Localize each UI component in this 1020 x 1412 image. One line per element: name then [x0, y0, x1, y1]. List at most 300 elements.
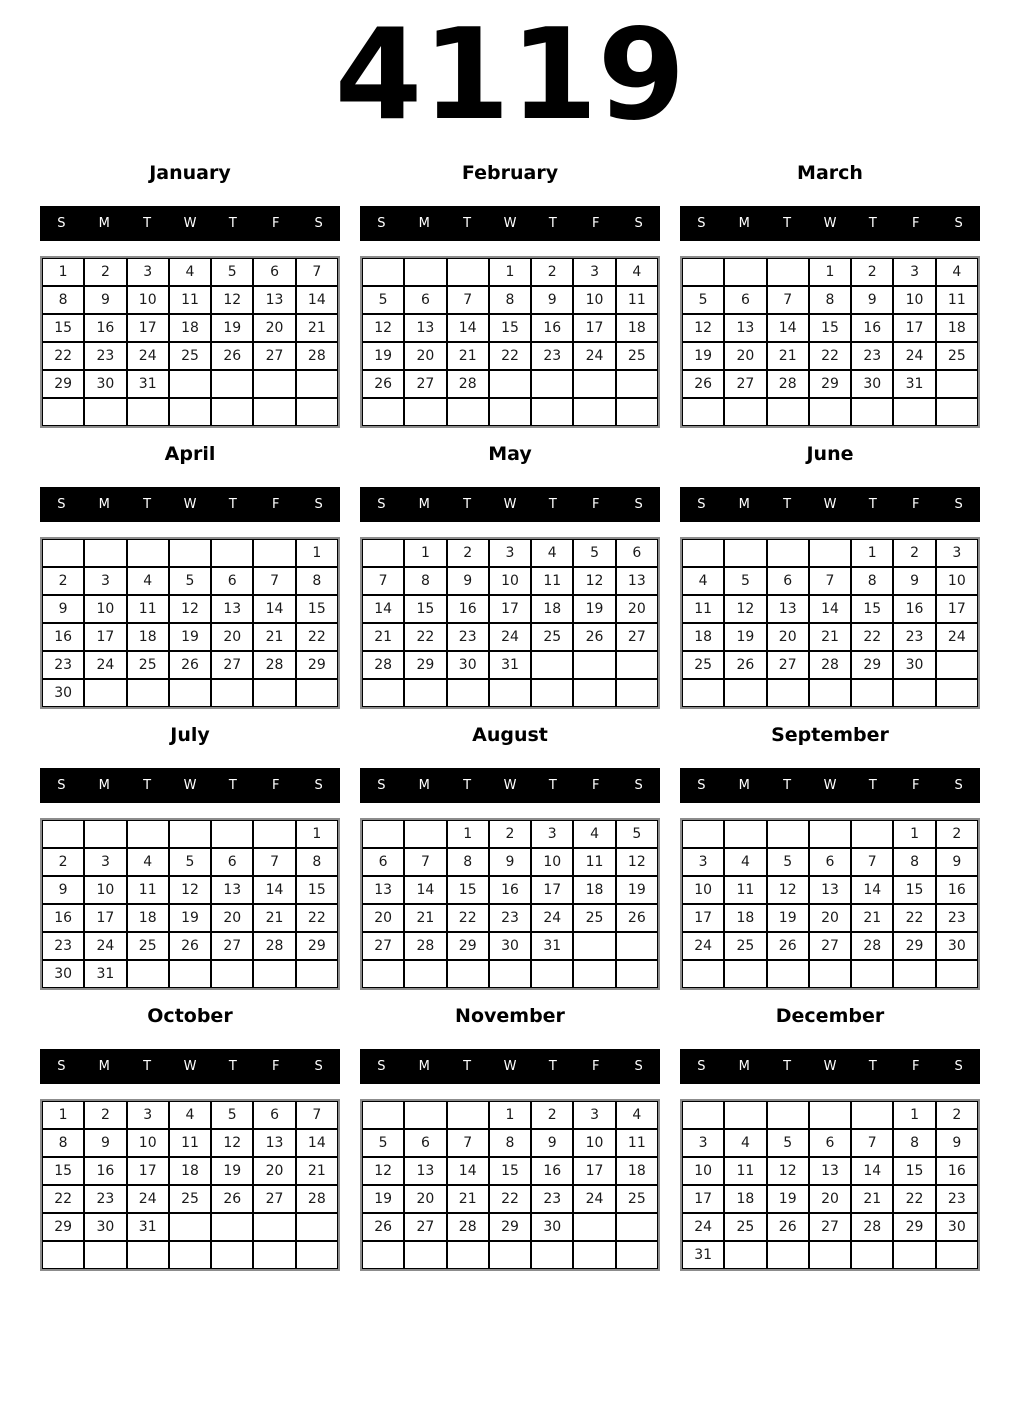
- day-cell: 5: [211, 258, 253, 286]
- day-cell: 24: [84, 932, 126, 960]
- day-cell: 1: [851, 539, 893, 567]
- day-cell: 2: [936, 820, 978, 848]
- weekday-header-band: [40, 487, 340, 522]
- week-row: [362, 1213, 658, 1241]
- day-cell: 1: [296, 539, 338, 567]
- day-cell: 14: [253, 876, 295, 904]
- day-cell: 8: [447, 848, 489, 876]
- weekday-label: M: [738, 1059, 750, 1074]
- day-cell: 18: [936, 314, 978, 342]
- day-cell: 5: [767, 848, 809, 876]
- empty-cell: [851, 398, 893, 426]
- empty-cell: [851, 1241, 893, 1269]
- day-cell: 14: [767, 314, 809, 342]
- day-cell: 18: [531, 595, 573, 623]
- day-cell: 19: [211, 314, 253, 342]
- day-cell: 3: [84, 848, 126, 876]
- day-cell: 8: [296, 848, 338, 876]
- day-cell: 27: [211, 651, 253, 679]
- day-cell: 19: [616, 876, 658, 904]
- weekday-header-band: [360, 1049, 660, 1084]
- week-row: [682, 1213, 978, 1241]
- day-cell: 11: [616, 286, 658, 314]
- day-cell: 15: [809, 314, 851, 342]
- day-cell: 23: [936, 1185, 978, 1213]
- empty-cell: [42, 398, 84, 426]
- day-cell: 12: [616, 848, 658, 876]
- day-cell: 23: [531, 342, 573, 370]
- week-row: [362, 342, 658, 370]
- day-cell: 20: [809, 1185, 851, 1213]
- day-cell: 7: [362, 567, 404, 595]
- weekday-label: S: [954, 497, 963, 512]
- week-row: [42, 595, 338, 623]
- month-title: February: [461, 162, 559, 184]
- weekday-header-band: [680, 206, 980, 241]
- week-row: [682, 820, 978, 848]
- day-cell: 26: [169, 932, 211, 960]
- day-cell: 19: [362, 1185, 404, 1213]
- day-cell: 27: [767, 651, 809, 679]
- week-row: [42, 1129, 338, 1157]
- day-cell: 4: [936, 258, 978, 286]
- day-cell: 22: [851, 623, 893, 651]
- day-cell: 4: [127, 567, 169, 595]
- week-row: [42, 539, 338, 567]
- day-cell: 16: [84, 1157, 126, 1185]
- day-cell: 3: [127, 1101, 169, 1129]
- day-cell: 10: [573, 286, 615, 314]
- empty-cell: [84, 679, 126, 707]
- day-cell: 4: [724, 848, 766, 876]
- day-cell: 16: [531, 1157, 573, 1185]
- day-cell: 22: [893, 904, 935, 932]
- day-cell: 29: [893, 1213, 935, 1241]
- calendar-table: [40, 818, 340, 990]
- day-cell: 5: [573, 539, 615, 567]
- weekday-label: M: [418, 497, 430, 512]
- empty-cell: [84, 1241, 126, 1269]
- empty-cell: [682, 398, 724, 426]
- week-row: [682, 876, 978, 904]
- weekday-label: W: [823, 778, 837, 793]
- month-title: July: [170, 724, 210, 746]
- calendar-table: [680, 1099, 980, 1271]
- week-row: [42, 1101, 338, 1129]
- day-cell: 26: [616, 904, 658, 932]
- empty-cell: [253, 679, 295, 707]
- day-cell: 18: [724, 904, 766, 932]
- day-cell: 31: [489, 651, 531, 679]
- month-june: [680, 441, 980, 709]
- day-cell: 15: [296, 595, 338, 623]
- day-cell: 28: [404, 932, 446, 960]
- week-row: [362, 286, 658, 314]
- day-cell: 27: [809, 932, 851, 960]
- day-cell: 29: [489, 1213, 531, 1241]
- day-cell: 17: [573, 1157, 615, 1185]
- day-cell: 10: [531, 848, 573, 876]
- day-cell: 27: [253, 342, 295, 370]
- day-cell: 17: [573, 314, 615, 342]
- weekday-label: W: [503, 778, 517, 793]
- day-cell: 1: [809, 258, 851, 286]
- day-cell: 23: [531, 1185, 573, 1213]
- empty-cell: [169, 960, 211, 988]
- weekday-label: T: [548, 497, 557, 512]
- empty-cell: [936, 398, 978, 426]
- weekday-label: W: [823, 216, 837, 231]
- weekday-label: W: [823, 1059, 837, 1074]
- weekday-label: F: [911, 1059, 920, 1074]
- day-cell: 2: [936, 1101, 978, 1129]
- empty-cell: [169, 370, 211, 398]
- day-cell: 27: [616, 623, 658, 651]
- empty-cell: [211, 539, 253, 567]
- day-cell: 9: [84, 286, 126, 314]
- day-cell: 9: [42, 595, 84, 623]
- day-cell: 30: [531, 1213, 573, 1241]
- day-cell: 16: [851, 314, 893, 342]
- day-cell: 12: [724, 595, 766, 623]
- empty-cell: [169, 539, 211, 567]
- week-row: [362, 595, 658, 623]
- day-cell: 16: [936, 1157, 978, 1185]
- day-cell: 4: [682, 567, 724, 595]
- week-row: [362, 258, 658, 286]
- day-cell: 29: [42, 370, 84, 398]
- empty-cell: [127, 679, 169, 707]
- month-may: [360, 441, 660, 709]
- empty-cell: [573, 651, 615, 679]
- day-cell: 24: [127, 1185, 169, 1213]
- day-cell: 16: [84, 314, 126, 342]
- empty-cell: [809, 820, 851, 848]
- month-title: December: [775, 1005, 885, 1027]
- empty-cell: [404, 258, 446, 286]
- weekday-label: T: [783, 1059, 792, 1074]
- empty-cell: [616, 679, 658, 707]
- calendar-table: [680, 537, 980, 709]
- day-cell: 25: [616, 1185, 658, 1213]
- day-cell: 11: [724, 1157, 766, 1185]
- empty-cell: [809, 539, 851, 567]
- day-cell: 14: [809, 595, 851, 623]
- empty-cell: [296, 1213, 338, 1241]
- empty-cell: [296, 398, 338, 426]
- day-cell: 10: [84, 595, 126, 623]
- day-cell: 23: [936, 904, 978, 932]
- day-cell: 29: [42, 1213, 84, 1241]
- day-cell: 11: [682, 595, 724, 623]
- week-row: [42, 370, 338, 398]
- day-cell: 6: [724, 286, 766, 314]
- weekday-label: S: [697, 1059, 706, 1074]
- weekday-label: F: [591, 1059, 600, 1074]
- day-cell: 4: [169, 1101, 211, 1129]
- day-cell: 3: [682, 1129, 724, 1157]
- weekday-label: S: [377, 216, 386, 231]
- empty-cell: [616, 1241, 658, 1269]
- empty-cell: [127, 960, 169, 988]
- day-cell: 14: [296, 286, 338, 314]
- weekday-label: M: [418, 216, 430, 231]
- week-row: [682, 623, 978, 651]
- month-title: August: [472, 724, 548, 746]
- day-cell: 23: [893, 623, 935, 651]
- day-cell: 18: [169, 314, 211, 342]
- day-cell: 3: [489, 539, 531, 567]
- empty-cell: [447, 1101, 489, 1129]
- day-cell: 25: [682, 651, 724, 679]
- empty-cell: [296, 679, 338, 707]
- week-row: [362, 623, 658, 651]
- empty-cell: [724, 398, 766, 426]
- month-february: [360, 160, 660, 428]
- day-cell: 15: [42, 314, 84, 342]
- empty-cell: [573, 398, 615, 426]
- day-cell: 9: [531, 1129, 573, 1157]
- weekday-label: T: [228, 1059, 237, 1074]
- empty-cell: [531, 1241, 573, 1269]
- weekday-label: S: [634, 778, 643, 793]
- day-cell: 23: [851, 342, 893, 370]
- week-row: [42, 876, 338, 904]
- empty-cell: [404, 960, 446, 988]
- empty-cell: [531, 398, 573, 426]
- day-cell: 28: [296, 342, 338, 370]
- day-cell: 30: [84, 1213, 126, 1241]
- day-cell: 21: [296, 1157, 338, 1185]
- week-row: [42, 1241, 338, 1269]
- day-cell: 10: [489, 567, 531, 595]
- week-row: [42, 623, 338, 651]
- empty-cell: [253, 370, 295, 398]
- day-cell: 8: [893, 848, 935, 876]
- day-cell: 26: [767, 932, 809, 960]
- weekday-label: T: [783, 778, 792, 793]
- weekday-label: S: [314, 216, 323, 231]
- empty-cell: [362, 398, 404, 426]
- day-cell: 14: [447, 1157, 489, 1185]
- month-title: May: [488, 443, 532, 465]
- day-cell: 14: [362, 595, 404, 623]
- day-cell: 20: [362, 904, 404, 932]
- day-cell: 20: [253, 1157, 295, 1185]
- week-row: [682, 398, 978, 426]
- week-row: [42, 1213, 338, 1241]
- week-row: [362, 932, 658, 960]
- day-cell: 16: [893, 595, 935, 623]
- day-cell: 2: [531, 258, 573, 286]
- week-row: [362, 876, 658, 904]
- empty-cell: [573, 1241, 615, 1269]
- day-cell: 10: [573, 1129, 615, 1157]
- day-cell: 17: [893, 314, 935, 342]
- day-cell: 1: [42, 258, 84, 286]
- day-cell: 17: [127, 314, 169, 342]
- empty-cell: [767, 679, 809, 707]
- day-cell: 24: [84, 651, 126, 679]
- day-cell: 10: [893, 286, 935, 314]
- weekday-label: S: [57, 1059, 66, 1074]
- week-row: [362, 904, 658, 932]
- empty-cell: [724, 960, 766, 988]
- day-cell: 6: [211, 848, 253, 876]
- weekday-label: S: [314, 1059, 323, 1074]
- day-cell: 30: [84, 370, 126, 398]
- day-cell: 31: [893, 370, 935, 398]
- day-cell: 7: [851, 848, 893, 876]
- empty-cell: [682, 679, 724, 707]
- day-cell: 1: [489, 1101, 531, 1129]
- week-row: [682, 258, 978, 286]
- day-cell: 11: [616, 1129, 658, 1157]
- day-cell: 15: [489, 1157, 531, 1185]
- day-cell: 21: [447, 342, 489, 370]
- day-cell: 9: [489, 848, 531, 876]
- day-cell: 19: [169, 623, 211, 651]
- day-cell: 22: [447, 904, 489, 932]
- empty-cell: [169, 679, 211, 707]
- day-cell: 7: [253, 567, 295, 595]
- empty-cell: [936, 1241, 978, 1269]
- weekday-label: W: [503, 216, 517, 231]
- empty-cell: [362, 539, 404, 567]
- day-cell: 23: [42, 651, 84, 679]
- empty-cell: [573, 679, 615, 707]
- day-cell: 18: [724, 1185, 766, 1213]
- months-grid: [40, 160, 980, 1271]
- weekday-label: M: [98, 216, 110, 231]
- day-cell: 14: [296, 1129, 338, 1157]
- month-april: [40, 441, 340, 709]
- empty-cell: [893, 1241, 935, 1269]
- month-november: [360, 1003, 660, 1271]
- week-row: [362, 820, 658, 848]
- empty-cell: [893, 398, 935, 426]
- empty-cell: [362, 258, 404, 286]
- year-title: 4119: [334, 1, 686, 148]
- empty-cell: [616, 932, 658, 960]
- day-cell: 27: [404, 370, 446, 398]
- day-cell: 31: [531, 932, 573, 960]
- day-cell: 24: [682, 1213, 724, 1241]
- day-cell: 16: [42, 904, 84, 932]
- weekday-label: T: [548, 216, 557, 231]
- day-cell: 25: [169, 342, 211, 370]
- calendar-table: [680, 256, 980, 428]
- day-cell: 8: [296, 567, 338, 595]
- week-row: [362, 1101, 658, 1129]
- week-row: [682, 595, 978, 623]
- day-cell: 9: [851, 286, 893, 314]
- day-cell: 3: [84, 567, 126, 595]
- day-cell: 14: [851, 876, 893, 904]
- empty-cell: [767, 820, 809, 848]
- day-cell: 20: [404, 1185, 446, 1213]
- empty-cell: [296, 960, 338, 988]
- day-cell: 24: [127, 342, 169, 370]
- week-row: [682, 370, 978, 398]
- day-cell: 31: [127, 370, 169, 398]
- day-cell: 13: [253, 1129, 295, 1157]
- day-cell: 10: [682, 1157, 724, 1185]
- day-cell: 23: [84, 342, 126, 370]
- day-cell: 17: [682, 1185, 724, 1213]
- empty-cell: [404, 1101, 446, 1129]
- empty-cell: [531, 370, 573, 398]
- week-row: [682, 1157, 978, 1185]
- week-row: [682, 904, 978, 932]
- empty-cell: [936, 651, 978, 679]
- month-january: [40, 160, 340, 428]
- empty-cell: [767, 539, 809, 567]
- empty-cell: [573, 960, 615, 988]
- calendar-table: [40, 1099, 340, 1271]
- empty-cell: [211, 1213, 253, 1241]
- day-cell: 12: [767, 876, 809, 904]
- day-cell: 8: [893, 1129, 935, 1157]
- day-cell: 25: [127, 932, 169, 960]
- day-cell: 30: [936, 932, 978, 960]
- day-cell: 16: [489, 876, 531, 904]
- day-cell: 13: [253, 286, 295, 314]
- weekday-label: F: [271, 778, 280, 793]
- weekday-label: W: [503, 1059, 517, 1074]
- day-cell: 8: [42, 1129, 84, 1157]
- empty-cell: [851, 820, 893, 848]
- day-cell: 7: [447, 286, 489, 314]
- empty-cell: [489, 960, 531, 988]
- day-cell: 26: [573, 623, 615, 651]
- empty-cell: [809, 1101, 851, 1129]
- empty-cell: [253, 820, 295, 848]
- day-cell: 16: [447, 595, 489, 623]
- weekday-label: F: [591, 778, 600, 793]
- day-cell: 7: [767, 286, 809, 314]
- day-cell: 5: [362, 1129, 404, 1157]
- day-cell: 6: [253, 1101, 295, 1129]
- weekday-label: S: [314, 497, 323, 512]
- day-cell: 6: [362, 848, 404, 876]
- empty-cell: [362, 960, 404, 988]
- weekday-label: T: [868, 497, 877, 512]
- week-row: [42, 932, 338, 960]
- week-row: [682, 314, 978, 342]
- empty-cell: [404, 679, 446, 707]
- calendar-table: [360, 537, 660, 709]
- day-cell: 2: [531, 1101, 573, 1129]
- day-cell: 30: [936, 1213, 978, 1241]
- day-cell: 26: [724, 651, 766, 679]
- empty-cell: [724, 1101, 766, 1129]
- empty-cell: [767, 398, 809, 426]
- day-cell: 9: [936, 848, 978, 876]
- calendar-table: [360, 1099, 660, 1271]
- calendar-table: [360, 818, 660, 990]
- month-march: [680, 160, 980, 428]
- day-cell: 5: [616, 820, 658, 848]
- empty-cell: [404, 820, 446, 848]
- day-cell: 22: [893, 1185, 935, 1213]
- day-cell: 14: [447, 314, 489, 342]
- weekday-label: T: [783, 497, 792, 512]
- day-cell: 19: [362, 342, 404, 370]
- day-cell: 18: [127, 904, 169, 932]
- empty-cell: [211, 820, 253, 848]
- empty-cell: [211, 370, 253, 398]
